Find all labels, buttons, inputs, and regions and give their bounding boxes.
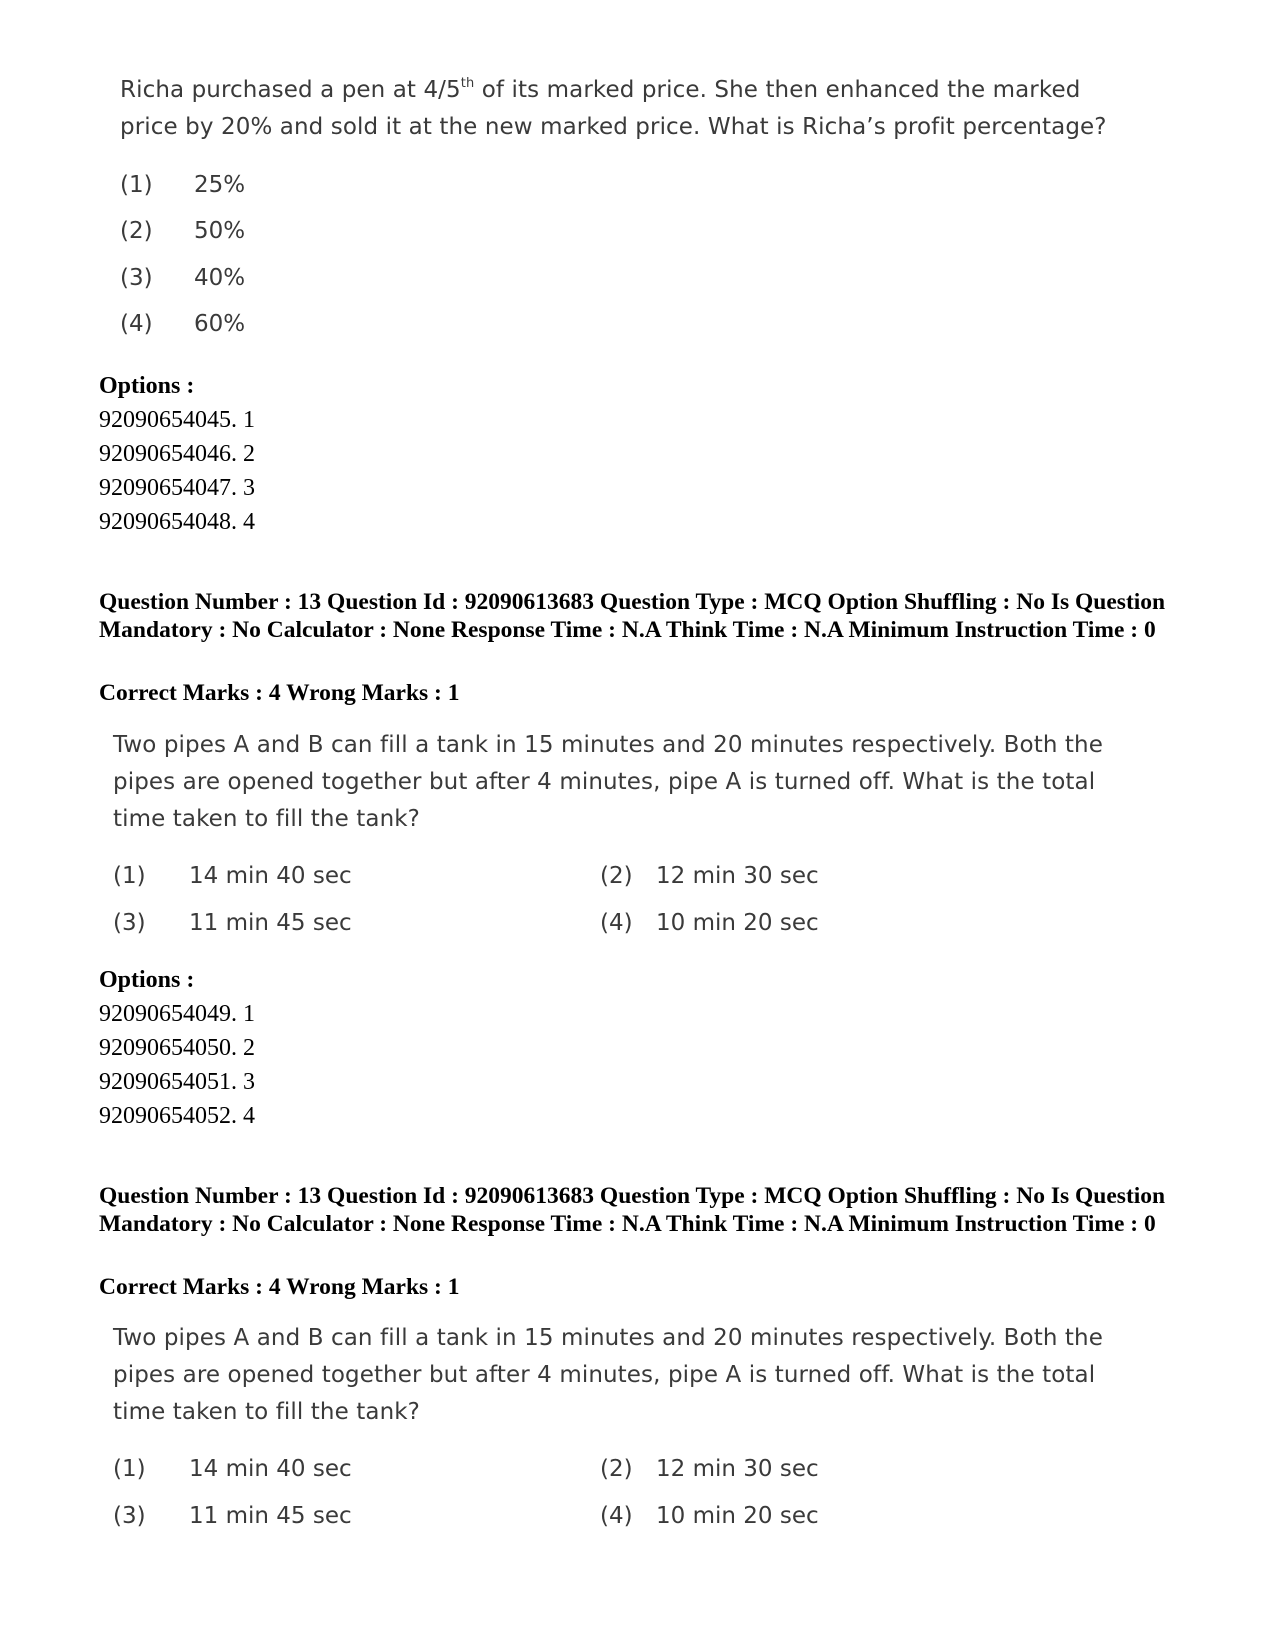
- question-text: Two pipes A and B can fill a tank in 15 minutes and 20 minutes respectively. Both the pipes are opened together but after 4 minutes, pipe A is turned off. What is the total time taken to fill the tank?: [113, 1325, 1103, 1425]
- question-marks: Correct Marks : 4 Wrong Marks : 1: [99, 680, 460, 706]
- question-text-part: of its marked price. She then enhanced the marked price by 20% and sold it at the new marked price. What is Richa’s profit percentage?: [120, 77, 1107, 140]
- question-text: [120, 72, 1120, 146]
- choice-value: 14 min 40 sec: [189, 863, 352, 889]
- question-meta: Question Number : 13 Question Id : 92090613683 Question Type : MCQ Option Shuffling : No Is Question Mandatory : No Calculator : None Response Time : N.A Think Time : N.A Minimum Instruction Time : 0: [99, 589, 1166, 643]
- question-text-part: Richa purchased a pen at 4/5: [120, 77, 461, 103]
- choice-number: (1): [113, 863, 146, 889]
- option-id: 92090654049. 1: [99, 1001, 255, 1027]
- choice-value: 10 min 20 sec: [656, 1503, 819, 1529]
- choice-value: 50%: [194, 218, 246, 244]
- option-id: 92090654047. 3: [99, 475, 255, 501]
- option-id: 92090654051. 3: [99, 1069, 255, 1095]
- option-id: 92090654052. 4: [99, 1103, 255, 1129]
- choice-number: (3): [113, 1503, 146, 1529]
- choice-value: 11 min 45 sec: [189, 1503, 352, 1529]
- choice-number: (2): [600, 1456, 633, 1482]
- question-meta: Question Number : 13 Question Id : 92090613683 Question Type : MCQ Option Shuffling : No Is Question Mandatory : No Calculator : None Response Time : N.A Think Time : N.A Minimum Instruction Time : 0: [99, 1183, 1166, 1237]
- choice-number: (4): [120, 311, 153, 337]
- choice-value: 40%: [194, 265, 246, 291]
- choice-number: (2): [600, 863, 633, 889]
- choice-value: 25%: [194, 172, 246, 198]
- question-text: Two pipes A and B can fill a tank in 15 minutes and 20 minutes respectively. Both the pipes are opened together but after 4 minutes, pipe A is turned off. What is the total time taken to fill the tank?: [113, 732, 1103, 832]
- choice-number: (4): [600, 1503, 633, 1529]
- choice-value: 60%: [194, 311, 246, 337]
- options-heading: Options :: [99, 373, 195, 399]
- choice-value: 11 min 45 sec: [189, 910, 352, 936]
- choice-number: (2): [120, 218, 153, 244]
- options-heading: Options :: [99, 967, 195, 993]
- choice-value: 10 min 20 sec: [656, 910, 819, 936]
- choice-number: (1): [113, 1456, 146, 1482]
- choice-number: (4): [600, 910, 633, 936]
- choice-value: 12 min 30 sec: [656, 1456, 819, 1482]
- choice-value: 12 min 30 sec: [656, 863, 819, 889]
- option-id: 92090654048. 4: [99, 509, 255, 535]
- choice-value: 14 min 40 sec: [189, 1456, 352, 1482]
- option-id: 92090654045. 1: [99, 407, 255, 433]
- option-id: 92090654046. 2: [99, 441, 255, 467]
- option-id: 92090654050. 2: [99, 1035, 255, 1061]
- choice-number: (1): [120, 172, 153, 198]
- question-marks: Correct Marks : 4 Wrong Marks : 1: [99, 1274, 460, 1300]
- choice-number: (3): [113, 910, 146, 936]
- choice-number: (3): [120, 265, 153, 291]
- superscript-th: th: [460, 76, 475, 91]
